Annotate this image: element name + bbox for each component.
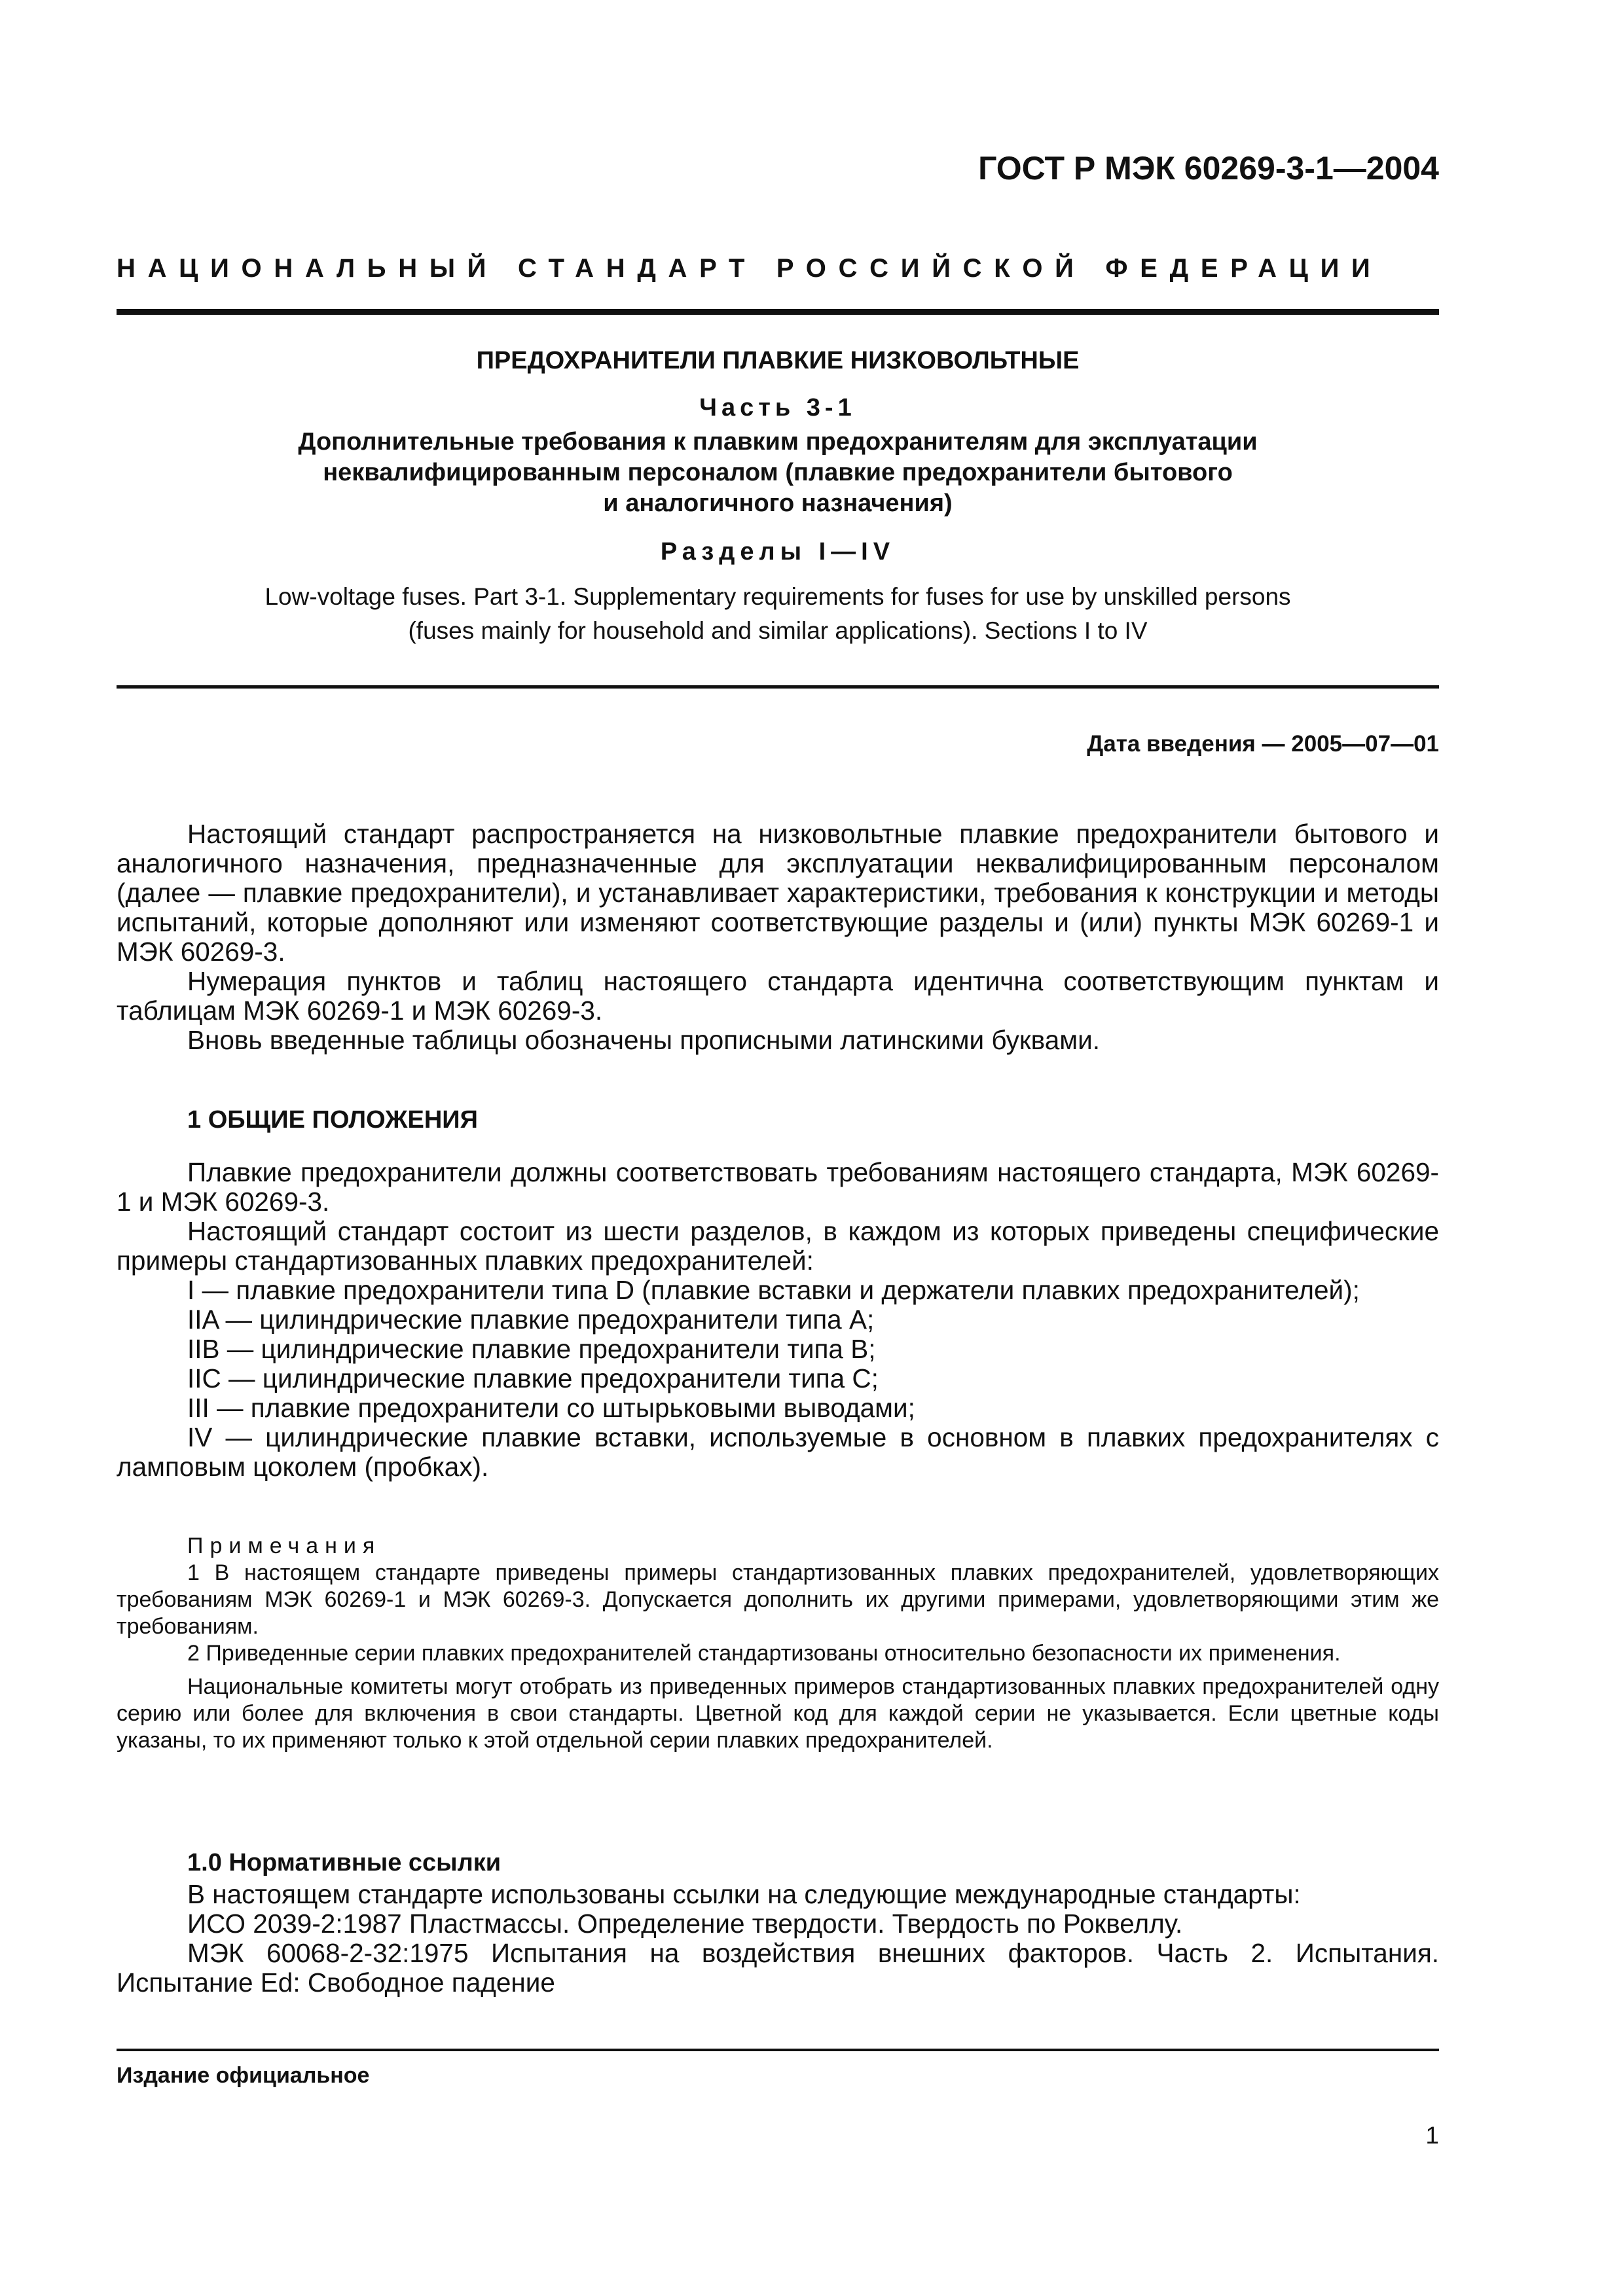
- section-heading-general: 1 ОБЩИЕ ПОЛОЖЕНИЯ: [187, 1106, 478, 1134]
- paragraph: В настоящем стандарте использованы ссылки на следующие международные стандарты:: [187, 1879, 1301, 1909]
- english-title-line: Low-voltage fuses. Part 3-1. Supplementary requirements for fuses for use by unskilled persons: [264, 583, 1291, 610]
- list-item: IIB — цилиндрические плавкие предохранители типа B;: [187, 1334, 876, 1364]
- list-item: IV — цилиндрические плавкие вставки, используемые в основном в плавких предохранителях с ламповым цоколем (пробках).: [117, 1422, 1439, 1482]
- part-label: Часть 3-1: [699, 394, 856, 422]
- list-item: IIA — цилиндрические плавкие предохранители типа A;: [187, 1304, 875, 1335]
- paragraph: Настоящий стандарт состоит из шести разделов, в каждом из которых приведены специфические примеры стандартизованных плавких предохранителей:: [117, 1216, 1439, 1276]
- paragraph: Настоящий стандарт распространяется на низковольтные плавкие предохранители бытового и аналогичного назначения, предназначенные для эксплуатации неквалифицированным персоналом (далее — плавкие предохранители), и устанавливает характеристики, требования к конструкции и методы испытаний, которые дополняют или изменяют соответствующие разделы и (или) пункты МЭК 60269-1 и МЭК 60269-3.: [117, 819, 1439, 967]
- introduction-date: Дата введения — 2005—07—01: [1087, 731, 1439, 757]
- paragraph: Нумерация пунктов и таблиц настоящего стандарта идентична соответствующим пунктам и таблицам МЭК 60269-1 и МЭК 60269-3.: [117, 966, 1439, 1026]
- reference-item: ИСО 2039-2:1987 Пластмассы. Определение твердости. Твердость по Роквеллу.: [187, 1909, 1183, 1939]
- standard-subtitle: [117, 427, 1439, 519]
- subtitle-line: неквалифицированным персоналом (плавкие предохранители бытового: [323, 459, 1233, 486]
- intro-text: [117, 819, 1439, 1055]
- notes-label: Примечания: [187, 1534, 382, 1558]
- edition-label: Издание официальное: [117, 2063, 370, 2088]
- notes-block: [117, 1533, 1439, 1754]
- reference-item: МЭК 60068-2-32:1975 Испытания на воздействия внешних факторов. Часть 2. Испытания. Испытание Ed: Свободное падение: [117, 1938, 1439, 1998]
- normative-references-text: [117, 1880, 1439, 1998]
- note-item: 2 Приведенные серии плавких предохранителей стандартизованы относительно безопасности их применения.: [187, 1641, 1341, 1666]
- note-item: Национальные комитеты могут отобрать из приведенных примеров стандартизованных плавких предохранителей одну серию или более для включения в свои стандарты. Цветной код для каждой серии не указывается. Если цветные коды указаны, то их применяют только к этой отдельной серии плавких предохранителей.: [117, 1674, 1439, 1753]
- general-provisions-text: [117, 1158, 1439, 1482]
- standard-title: ПРЕДОХРАНИТЕЛИ ПЛАВКИЕ НИЗКОВОЛЬТНЫЕ: [476, 347, 1080, 374]
- paragraph: Плавкие предохранители должны соответствовать требованиям настоящего стандарта, МЭК 60269-1 и МЭК 60269-3.: [117, 1157, 1439, 1217]
- english-title-line: (fuses mainly for household and similar applications). Sections I to IV: [408, 617, 1148, 644]
- list-item: III — плавкие предохранители со штырьковыми выводами;: [187, 1393, 915, 1423]
- paragraph: Вновь введенные таблицы обозначены прописными латинскими буквами.: [187, 1025, 1100, 1055]
- english-title: [117, 580, 1439, 648]
- subtitle-line: и аналогичного назначения): [603, 490, 953, 517]
- list-item: IIC — цилиндрические плавкие предохранители типа C;: [187, 1363, 879, 1393]
- list-item: I — плавкие предохранители типа D (плавкие вставки и держатели плавких предохранителей);: [187, 1275, 1360, 1305]
- footer-rule: [117, 2049, 1439, 2051]
- header-rule: [117, 309, 1439, 315]
- sections-label: Разделы I—IV: [660, 538, 896, 565]
- page-number: 1: [1425, 2122, 1439, 2149]
- subtitle-line: Дополнительные требования к плавким предохранителям для эксплуатации: [298, 428, 1258, 456]
- title-rule: [117, 685, 1439, 689]
- note-item: 1 В настоящем стандарте приведены примеры стандартизованных плавких предохранителей, удовлетворяющих требованиям МЭК 60269-1 и МЭК 60269-3. Допускается дополнить их другими примерами, удовлетворяющими этим же требованиям.: [117, 1560, 1439, 1639]
- national-standard-header: НАЦИОНАЛЬНЫЙ СТАНДАРТ РОССИЙСКОЙ ФЕДЕРАЦИИ: [117, 254, 1383, 283]
- document-number: ГОСТ Р МЭК 60269-3-1—2004: [978, 150, 1439, 187]
- section-heading-references: 1.0 Нормативные ссылки: [187, 1849, 501, 1876]
